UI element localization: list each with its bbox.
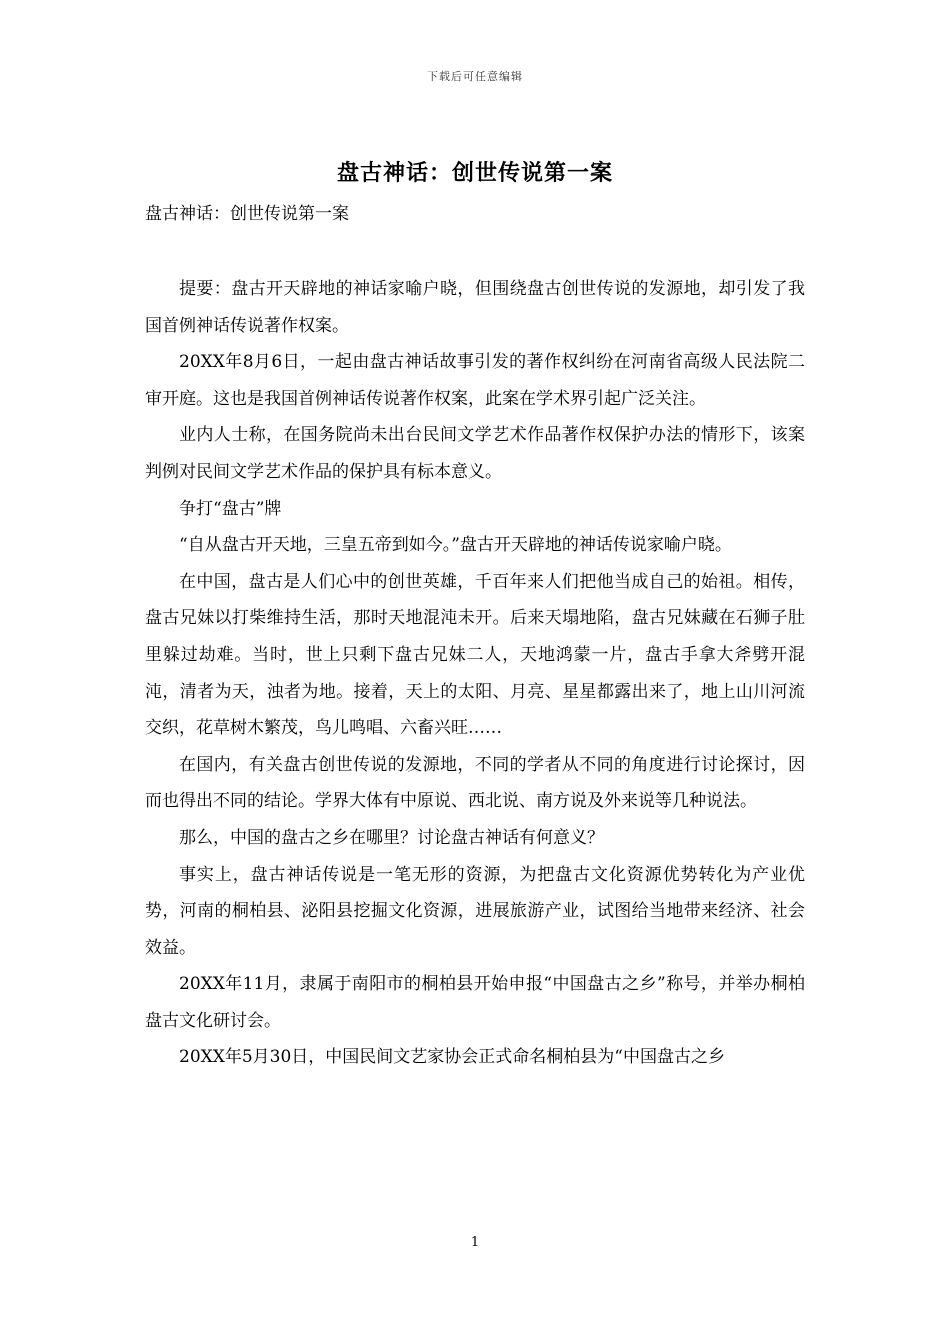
paragraph: 事实上，盘古神话传说是一笔无形的资源，为把盘古文化资源优势转化为产业优势，河南的桐柏县、泌阳县挖掘文化资源，进展旅游产业，试图给当地带来经济、社会效益。 [145, 864, 805, 958]
paragraph: 在国内，有关盘古创世传说的发源地，不同的学者从不同的角度进行讨论探讨，因而也得出不同的结论。学界大体有中原说、西北说、南方说及外来说等几种说法。 [145, 754, 805, 812]
paragraph: “自从盘古开天地，三皇五帝到如今。”盘古开天辟地的神话传说家喻户晓。 [179, 535, 732, 556]
document-subtitle: 盘古神话：创世传说第一案 [145, 204, 349, 224]
paragraph: 20XX年5月30日，中国民间文艺家协会正式命名桐柏县为“中国盘古之乡 [179, 1047, 725, 1068]
paragraph: 业内人士称，在国务院尚未出台民间文学艺术作品著作权保护办法的情形下，该案判例对民间文学艺术作品的保护具有标本意义。 [145, 425, 805, 482]
paragraph: 在中国，盘古是人们心中的创世英雄，千百年来人们把他当成自己的始祖。相传，盘古兄妹以打柴维持生活，那时天地混沌未开。后来天塌地陷，盘古兄妹藏在石狮子肚里躲过劫难。当时，世上只剩下盘古兄妹二人，天地鸿蒙一片，盘古手拿大斧劈开混沌，清者为天，浊者为地。接着，天上的太阳、月亮、星星都露出来了，地上山川河流交织，花草树木繁茂，鸟儿鸣唱、六畜兴旺…… [145, 571, 805, 739]
paragraph-summary: 提要：盘古开天辟地的神话家喻户晓，但围绕盘古创世传说的发源地，却引发了我国首例神话传说著作权案。 [145, 279, 805, 336]
document-title: 盘古神话：创世传说第一案 [336, 160, 613, 186]
paragraph: 20XX年11月，隶属于南阳市的桐柏县开始申报“中国盘古之乡”称号，并举办桐柏盘古文化研讨会。 [145, 974, 805, 1031]
paragraph: 20XX年8月6日，一起由盘古神话故事引发的著作权纠纷在河南省高级人民法院二审开庭。这也是我国首例神话传说著作权案，此案在学术界引起广泛关注。 [145, 352, 805, 409]
section-heading: 争打“盘古”牌 [179, 498, 282, 519]
page-number: 1 [470, 1235, 480, 1250]
paragraph: 那么，中国的盘古之乡在哪里？讨论盘古神话有何意义？ [179, 827, 604, 848]
header-note: 下载后可任意编辑 [427, 70, 523, 83]
document-body [145, 271, 805, 1076]
